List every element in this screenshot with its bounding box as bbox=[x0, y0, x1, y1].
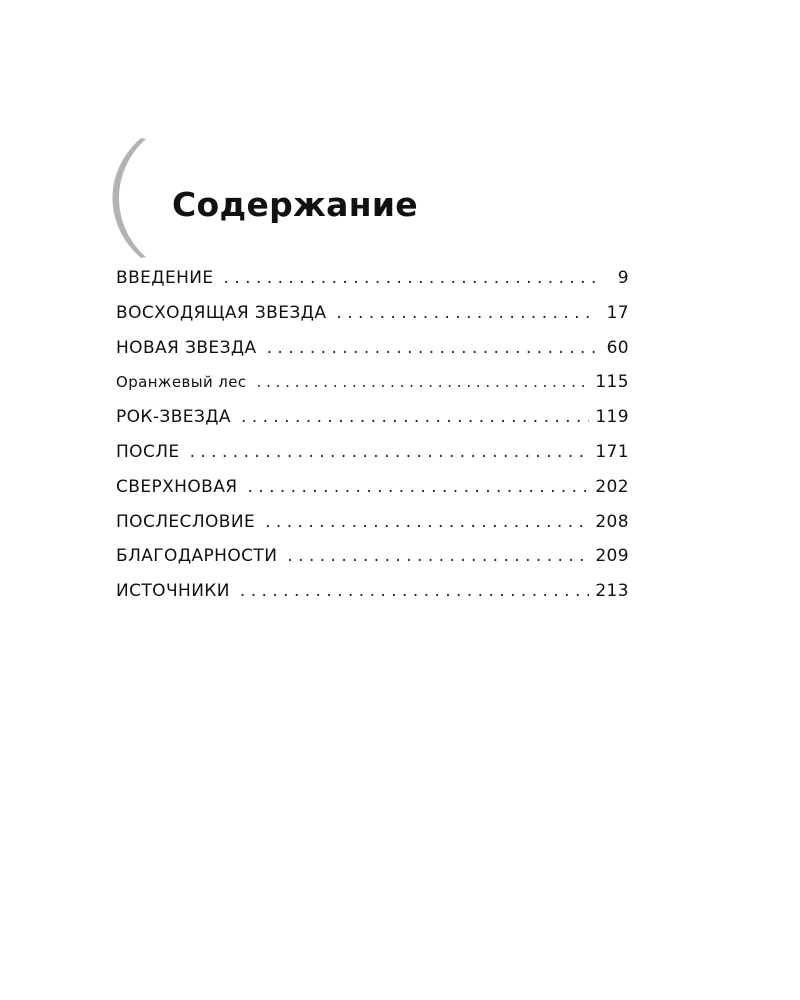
toc-entry-title: ВВЕДЕНИЕ bbox=[116, 268, 214, 288]
toc-entry bbox=[116, 372, 629, 407]
toc-entry-page: 9 bbox=[617, 268, 629, 288]
toc-entry bbox=[116, 512, 629, 547]
toc-leader-dots bbox=[247, 477, 589, 497]
toc-entry-page: 171 bbox=[595, 441, 629, 462]
toc-entry-page: 202 bbox=[595, 476, 629, 497]
toc-entry bbox=[116, 442, 629, 477]
toc-leader-dots bbox=[240, 581, 589, 601]
toc-leader-dots bbox=[257, 373, 590, 391]
toc-entry bbox=[116, 407, 629, 442]
toc-entry-title: НОВАЯ ЗВЕЗДА bbox=[116, 337, 257, 358]
toc-entry-title: Оранжевый лес bbox=[116, 373, 247, 392]
toc-entry-page: 60 bbox=[606, 337, 629, 358]
page-title: Содержание bbox=[172, 185, 418, 224]
table-of-contents bbox=[116, 268, 629, 616]
toc-leader-dots bbox=[336, 303, 597, 323]
toc-entry-title: ПОСЛЕ bbox=[116, 441, 180, 462]
toc-leader-dots bbox=[287, 546, 589, 566]
parenthesis-decoration bbox=[100, 133, 160, 263]
toc-entry bbox=[116, 303, 629, 338]
toc-entry-title: СВЕРХНОВАЯ bbox=[116, 476, 238, 497]
toc-leader-dots bbox=[265, 512, 589, 532]
toc-entry bbox=[116, 477, 629, 512]
toc-entry-page: 17 bbox=[606, 302, 629, 323]
toc-leader-dots bbox=[267, 338, 597, 358]
toc-entry-page: 115 bbox=[595, 372, 629, 393]
toc-entry-title: ИСТОЧНИКИ bbox=[116, 581, 230, 602]
toc-entry bbox=[116, 581, 629, 616]
toc-entry-page: 209 bbox=[595, 546, 629, 567]
toc-entry-title: РОК-ЗВЕЗДА bbox=[116, 407, 231, 428]
toc-entry bbox=[116, 546, 629, 581]
toc-entry-title: БЛАГОДАРНОСТИ bbox=[116, 546, 278, 567]
toc-entry-title: ПОСЛЕСЛОВИЕ bbox=[116, 511, 256, 532]
toc-entry bbox=[116, 268, 629, 303]
toc-leader-dots bbox=[224, 268, 597, 288]
toc-entry-page: 208 bbox=[595, 511, 629, 532]
toc-leader-dots bbox=[241, 407, 589, 427]
toc-entry-page: 119 bbox=[595, 407, 629, 428]
toc-leader-dots bbox=[190, 442, 590, 462]
toc-entry-page: 213 bbox=[595, 581, 629, 602]
toc-entry bbox=[116, 338, 629, 373]
toc-entry-title: ВОСХОДЯЩАЯ ЗВЕЗДА bbox=[116, 302, 327, 323]
